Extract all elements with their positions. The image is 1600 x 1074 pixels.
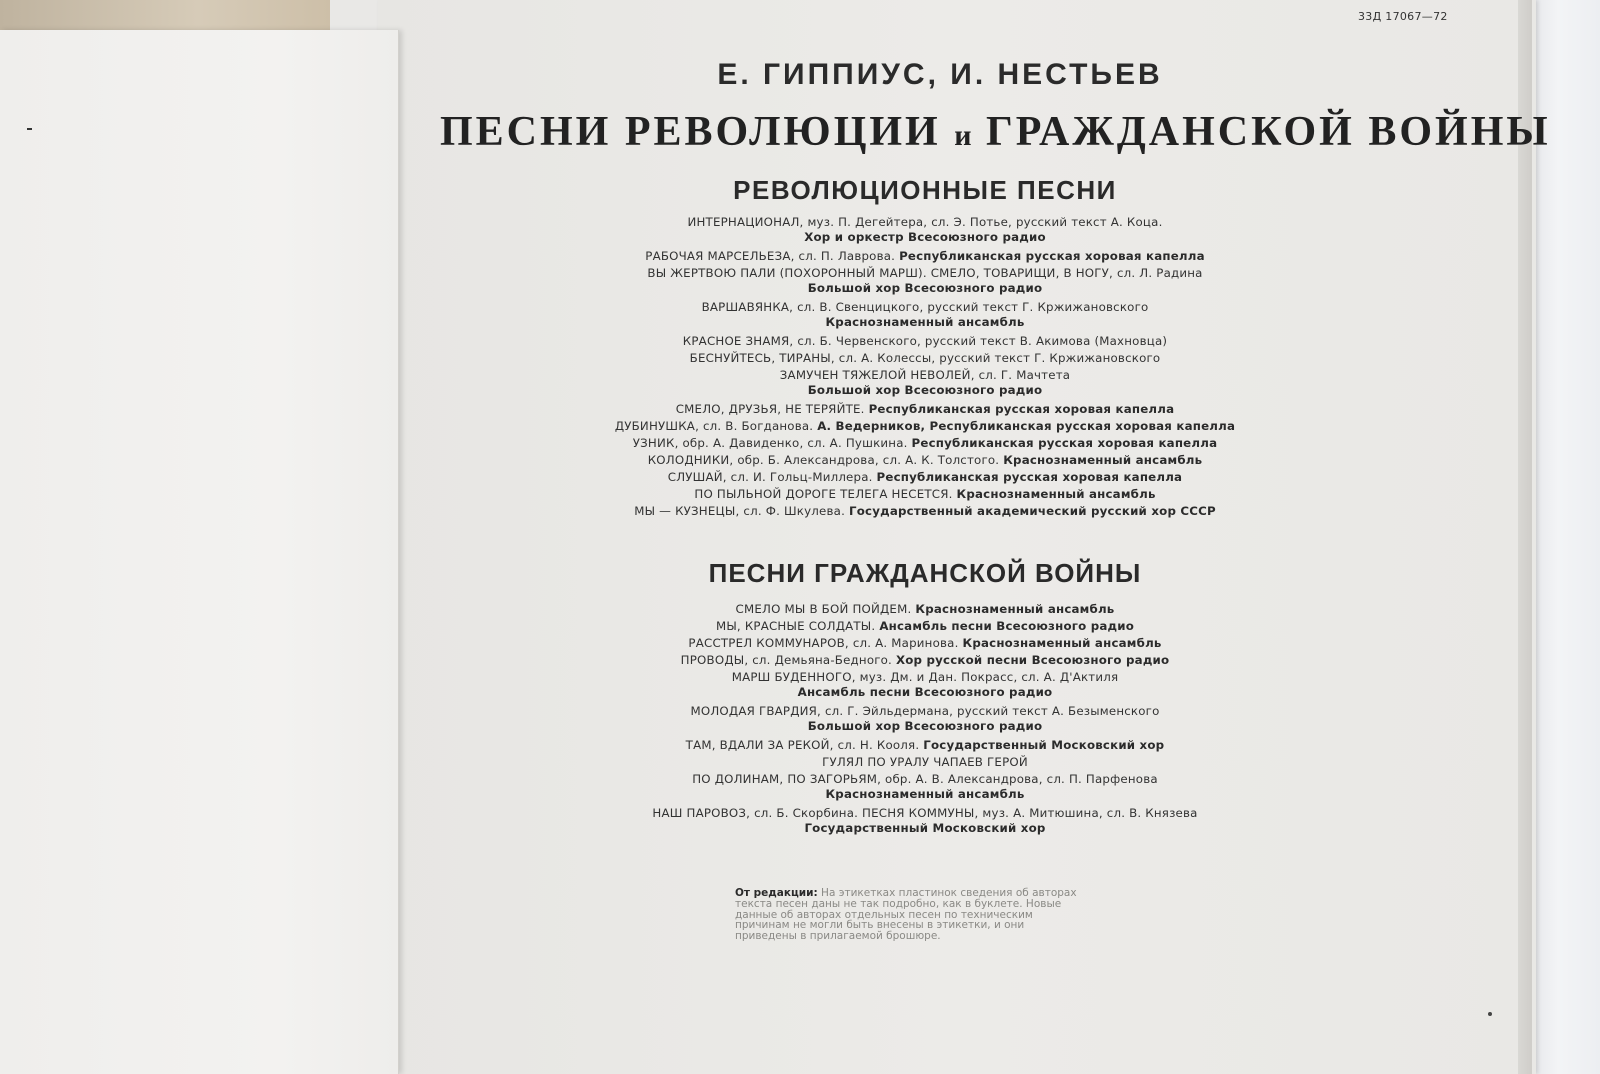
track-performer: Республиканская русская хоровая капелла bbox=[911, 436, 1218, 450]
catalog-number: 33Д 17067—72 bbox=[1358, 10, 1448, 23]
album-title-part2: ГРАЖДАНСКОЙ ВОЙНЫ bbox=[986, 109, 1551, 155]
track-performer: Краснознаменный ансамбль bbox=[956, 487, 1156, 501]
track-item bbox=[500, 805, 1350, 835]
track-performer: Республиканская русская хоровая капелла bbox=[868, 402, 1175, 416]
track-title: УЗНИК, обр. А. Давиденко, сл. А. Пушкина. bbox=[632, 436, 912, 450]
album-title-conjunction: и bbox=[954, 119, 973, 152]
track-performer: Большой хор Всесоюзного радио bbox=[807, 281, 1043, 295]
backdrop-strip bbox=[0, 0, 330, 32]
section-title-revolutionary: РЕВОЛЮЦИОННЫЕ ПЕСНИ bbox=[733, 175, 1117, 205]
track-title: КОЛОДНИКИ, обр. Б. Александрова, сл. А. К. Толстого. bbox=[647, 453, 1004, 467]
sheet-mark bbox=[27, 128, 32, 130]
track-title: МЫ — КУЗНЕЦЫ, сл. Ф. Шкулева. bbox=[634, 504, 849, 518]
track-item bbox=[500, 503, 1350, 520]
track-item bbox=[500, 635, 1350, 652]
booklet-sheet bbox=[0, 30, 399, 1074]
editor-note bbox=[735, 888, 1085, 942]
track-title: ТАМ, ВДАЛИ ЗА РЕКОЙ, сл. Н. Кооля. bbox=[685, 738, 924, 752]
track-performer: Большой хор Всесоюзного радио bbox=[807, 383, 1043, 397]
track-title: СМЕЛО МЫ В БОЙ ПОЙДЕМ. bbox=[735, 602, 916, 616]
composers-heading: Е. ГИППИУС, И. НЕСТЬЕВ bbox=[717, 58, 1163, 91]
track-item bbox=[500, 435, 1350, 452]
track-item bbox=[500, 350, 1350, 367]
track-title: ВЫ ЖЕРТВОЮ ПАЛИ (ПОХОРОННЫЙ МАРШ). СМЕЛО, ТОВАРИЩИ, В НОГУ, сл. Л. Радина bbox=[647, 266, 1203, 280]
track-item bbox=[500, 333, 1350, 350]
track-performer: Хор русской песни Всесоюзного радио bbox=[895, 653, 1170, 667]
track-title: РАБОЧАЯ МАРСЕЛЬЕЗА, сл. П. Лаврова. bbox=[645, 249, 900, 263]
album-title bbox=[440, 108, 1551, 156]
editor-note-label: От редакции: bbox=[735, 887, 818, 899]
track-item bbox=[500, 669, 1350, 699]
track-item bbox=[500, 452, 1350, 469]
track-performer: Ансамбль песни Всесоюзного радио bbox=[879, 619, 1135, 633]
track-title: КРАСНОЕ ЗНАМЯ, сл. Б. Червенского, русский текст В. Акимова (Махновца) bbox=[682, 334, 1168, 348]
sleeve-mark bbox=[1488, 1012, 1492, 1016]
track-performer: Краснознаменный ансамбль bbox=[825, 787, 1025, 801]
track-performer: Государственный Московский хор bbox=[804, 821, 1046, 835]
track-title: МОЛОДАЯ ГВАРДИЯ, сл. Г. Эйльдермана, русский текст А. Безыменского bbox=[690, 704, 1160, 718]
track-title: ПО ДОЛИНАМ, ПО ЗАГОРЬЯМ, обр. А. В. Александрова, сл. П. Парфенова bbox=[692, 772, 1158, 786]
track-performer: Большой хор Всесоюзного радио bbox=[807, 719, 1043, 733]
track-performer: Краснознаменный ансамбль bbox=[825, 315, 1025, 329]
track-item bbox=[500, 265, 1350, 295]
track-item bbox=[500, 601, 1350, 618]
track-item bbox=[500, 771, 1350, 801]
backdrop-cloth bbox=[1530, 0, 1600, 1074]
sleeve-edge bbox=[1518, 0, 1532, 1074]
track-list-revolutionary bbox=[500, 214, 1350, 520]
track-item bbox=[500, 703, 1350, 733]
track-title: ПРОВОДЫ, сл. Демьяна-Бедного. bbox=[680, 653, 896, 667]
track-item bbox=[500, 418, 1350, 435]
track-title: СЛУШАЙ, сл. И. Гольц-Миллера. bbox=[667, 470, 877, 484]
track-performer: Ансамбль песни Всесоюзного радио bbox=[797, 685, 1053, 699]
album-title-part1: ПЕСНИ РЕВОЛЮЦИИ bbox=[440, 109, 941, 155]
section-title-civil-war: ПЕСНИ ГРАЖДАНСКОЙ ВОЙНЫ bbox=[708, 558, 1142, 588]
track-title: ГУЛЯЛ ПО УРАЛУ ЧАПАЕВ ГЕРОЙ bbox=[822, 755, 1028, 769]
track-list-civil-war bbox=[500, 601, 1350, 839]
track-performer: Краснознаменный ансамбль bbox=[915, 602, 1115, 616]
track-title: НАШ ПАРОВОЗ, сл. Б. Скорбина. ПЕСНЯ КОММУНЫ, муз. А. Митюшина, сл. В. Князева bbox=[652, 806, 1198, 820]
editor-note-body: На этикетках пластинок сведения об авторах текста песен даны не так подробно, как в буклете. Новые данные об авторах отдельных песен по техническим причинам не могли быть внесены в этикетки, и они приведены в прилагаемой брошюре. bbox=[735, 887, 1077, 943]
track-performer: Республиканская русская хоровая капелла bbox=[876, 470, 1183, 484]
track-item bbox=[500, 248, 1350, 265]
track-item bbox=[500, 737, 1350, 754]
track-title: ИНТЕРНАЦИОНАЛ, муз. П. Дегейтера, сл. Э. Потье, русский текст А. Коца. bbox=[687, 215, 1163, 229]
track-title: СМЕЛО, ДРУЗЬЯ, НЕ ТЕРЯЙТЕ. bbox=[675, 402, 869, 416]
track-item bbox=[500, 618, 1350, 635]
track-item bbox=[500, 401, 1350, 418]
track-item bbox=[500, 652, 1350, 669]
track-performer: Республиканская русская хоровая капелла bbox=[899, 249, 1205, 263]
track-item bbox=[500, 486, 1350, 503]
track-title: ПО ПЫЛЬНОЙ ДОРОГЕ ТЕЛЕГА НЕСЕТСЯ. bbox=[694, 487, 957, 501]
track-item bbox=[500, 367, 1350, 397]
track-title: БЕСНУЙТЕСЬ, ТИРАНЫ, сл. А. Колессы, русский текст Г. Кржижановского bbox=[689, 351, 1161, 365]
track-performer: Государственный академический русский хор СССР bbox=[848, 504, 1216, 518]
track-title: ВАРШАВЯНКА, сл. В. Свенцицкого, русский текст Г. Кржижановского bbox=[701, 300, 1149, 314]
track-performer: Краснознаменный ансамбль bbox=[1003, 453, 1203, 467]
track-title: ДУБИНУШКА, сл. В. Богданова. bbox=[614, 419, 818, 433]
track-performer: А. Ведерников, Республиканская русская хоровая капелла bbox=[817, 419, 1236, 433]
track-performer: Государственный Московский хор bbox=[923, 738, 1165, 752]
track-item bbox=[500, 469, 1350, 486]
track-item bbox=[500, 299, 1350, 329]
track-performer: Краснознаменный ансамбль bbox=[962, 636, 1162, 650]
track-performer: Хор и оркестр Всесоюзного радио bbox=[804, 230, 1046, 244]
track-title: МАРШ БУДЕННОГО, муз. Дм. и Дан. Покрасс, сл. А. Д'Актиля bbox=[731, 670, 1119, 684]
track-item bbox=[500, 214, 1350, 244]
track-item bbox=[500, 754, 1350, 771]
track-title: РАССТРЕЛ КОММУНАРОВ, сл. А. Маринова. bbox=[688, 636, 963, 650]
track-title: МЫ, КРАСНЫЕ СОЛДАТЫ. bbox=[715, 619, 880, 633]
track-title: ЗАМУЧЕН ТЯЖЕЛОЙ НЕВОЛЕЙ, сл. Г. Мачтета bbox=[779, 368, 1071, 382]
